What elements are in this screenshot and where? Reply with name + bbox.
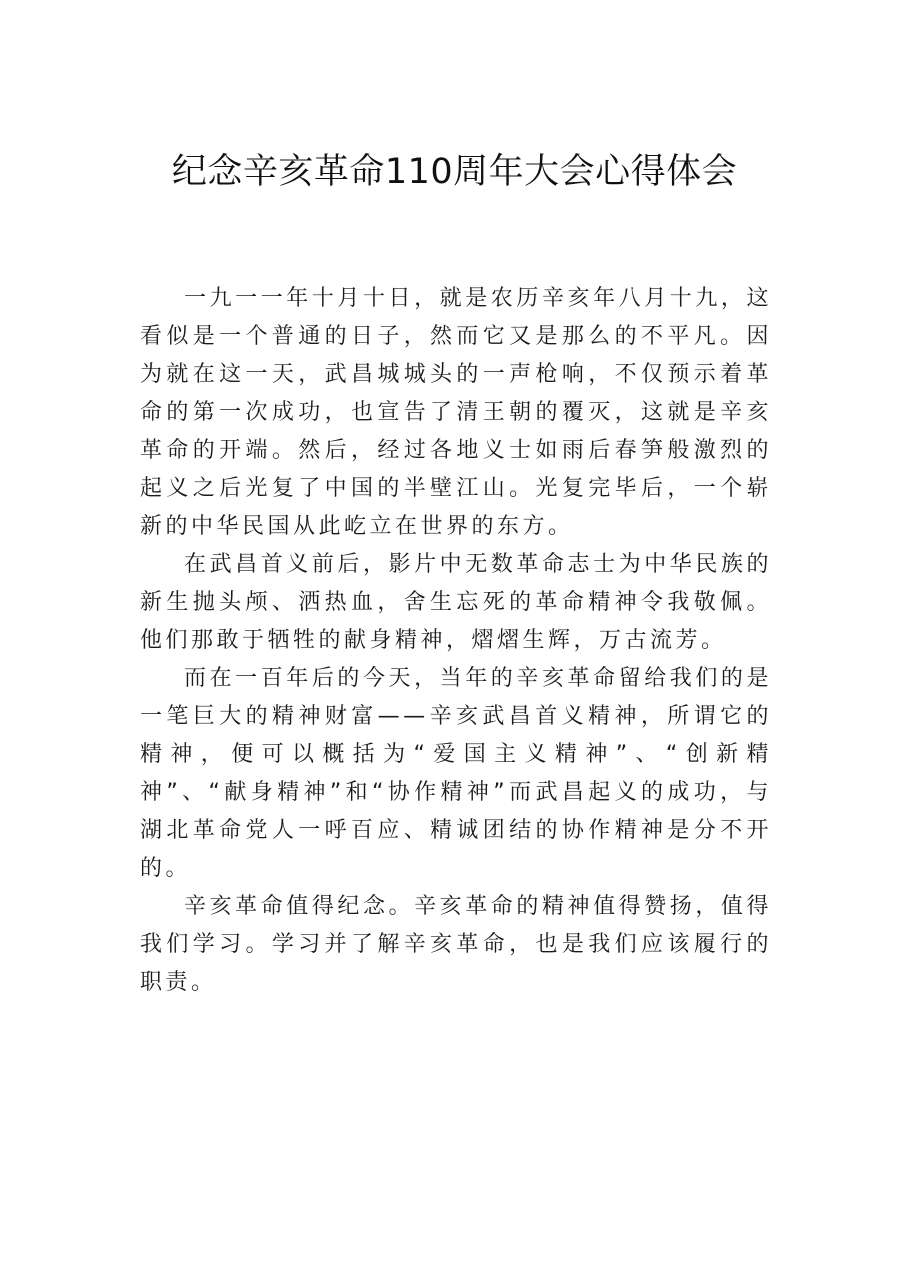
paragraph-4: 辛亥革命值得纪念。辛亥革命的精神值得赞扬，值得我们学习。学习并了解辛亥革命，也是我们应该履行的职责。 [140,894,772,995]
document-title: 纪念辛亥革命110周年大会心得体会 [171,152,738,192]
paragraph-3: 而在一百年后的今天，当年的辛亥革命留给我们的是一笔巨大的精神财富——辛亥武昌首义精神，所谓它的精神，便可以概括为“爱国主义精神”、“创新精神”、“献身精神”和“协作精神”而武昌起义的成功，与湖北革命党人一呼百应、精诚团结的协作精神是分不开的。 [140,666,772,881]
paragraph-2: 在武昌首义前后，影片中无数革命志士为中华民族的新生抛头颅、洒热血，舍生忘死的革命精神令我敬佩。他们那敢于牺牲的献身精神，熠熠生辉，万古流芳。 [140,552,772,653]
paragraph-1: 一九一一年十月十日，就是农历辛亥年八月十九，这看似是一个普通的日子，然而它又是那么的不平凡。因为就在这一天，武昌城城头的一声枪响，不仅预示着革命的第一次成功，也宣告了清王朝的覆灭，这就是辛亥革命的开端。然后，经过各地义士如雨后春笋般激烈的起义之后光复了中国的半壁江山。光复完毕后，一个崭新的中华民国从此屹立在世界的东方。 [140,286,772,539]
document-body [140,280,772,1002]
